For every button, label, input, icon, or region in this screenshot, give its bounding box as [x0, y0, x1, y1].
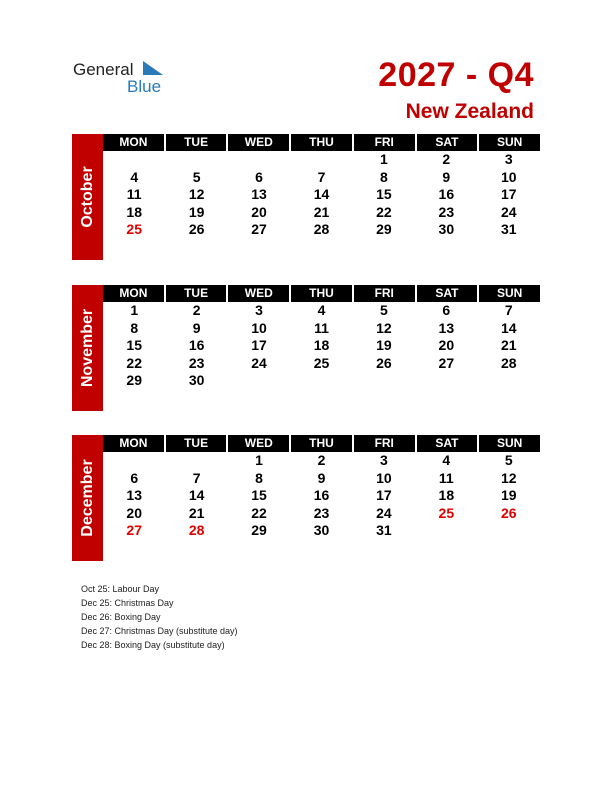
- day-cell: 30: [438, 221, 455, 237]
- week-row: [103, 355, 540, 373]
- day-cell: 7: [192, 469, 201, 486]
- empty-cell: [415, 372, 477, 390]
- day-cell: 6: [255, 168, 263, 185]
- week-row: [103, 320, 540, 338]
- empty-cell: [353, 372, 415, 390]
- day-cell: 29: [251, 522, 267, 538]
- day-cell: 18: [438, 487, 455, 503]
- day-cell: 15: [376, 186, 392, 202]
- weekday-header: [103, 285, 540, 302]
- month-block-december: [72, 435, 540, 557]
- empty-cell: [228, 372, 290, 390]
- weekday-mon: MON: [103, 435, 164, 452]
- holiday-note: Dec 27: Christmas Day (substitute day): [81, 626, 238, 636]
- week-row: [103, 505, 540, 523]
- day-cell: 26: [500, 504, 517, 521]
- weekday-fri: FRI: [354, 285, 415, 302]
- day-cell: 1: [255, 452, 263, 468]
- weekday-sat: SAT: [417, 285, 478, 302]
- week-row: [103, 470, 540, 488]
- day-cell: 20: [438, 337, 455, 353]
- day-cell: 13: [438, 319, 455, 336]
- logo-text-blue: Blue: [127, 77, 162, 96]
- day-cell: 25: [438, 504, 455, 521]
- weekday-wed: WED: [228, 134, 289, 151]
- day-cell: 29: [126, 372, 142, 388]
- weekday-fri: FRI: [354, 435, 415, 452]
- day-cell: 26: [376, 354, 392, 371]
- day-cell: 24: [376, 504, 392, 521]
- day-cell: 27: [251, 221, 267, 237]
- weekday-thu: THU: [291, 134, 352, 151]
- day-cell: 4: [317, 302, 326, 318]
- day-cell: 14: [500, 319, 517, 336]
- day-cell: 12: [376, 319, 392, 336]
- logo-text-general: General: [73, 60, 134, 79]
- day-cell: 13: [251, 186, 267, 202]
- week-row: [103, 522, 540, 540]
- month-block-november: [72, 285, 540, 407]
- empty-cell: [165, 452, 227, 470]
- day-cell: 5: [504, 452, 513, 468]
- day-cell: 20: [126, 504, 142, 521]
- weekday-wed: WED: [228, 285, 289, 302]
- day-cell: 3: [255, 302, 263, 318]
- day-cell: 21: [500, 337, 517, 353]
- day-grid: [103, 151, 540, 239]
- week-row: [103, 372, 540, 390]
- day-cell: 16: [313, 487, 330, 503]
- day-cell: 7: [504, 302, 513, 318]
- day-cell: 11: [314, 319, 329, 336]
- page-title: 2027 - Q4: [378, 56, 534, 94]
- day-cell: 16: [438, 186, 455, 202]
- week-row: [103, 487, 540, 505]
- weekday-sat: SAT: [417, 134, 478, 151]
- day-cell: 19: [376, 337, 392, 353]
- week-row: [103, 221, 540, 239]
- day-cell: 23: [188, 354, 205, 371]
- day-cell: 23: [313, 504, 330, 521]
- country-name: New Zealand: [405, 100, 534, 123]
- day-cell: 11: [126, 186, 142, 202]
- day-cell: 8: [255, 469, 263, 486]
- week-row: [103, 186, 540, 204]
- day-cell: 15: [251, 487, 267, 503]
- day-cell: 2: [442, 151, 451, 167]
- day-cell: 30: [188, 372, 205, 388]
- day-cell: 22: [376, 203, 392, 220]
- day-cell: 5: [380, 302, 388, 318]
- day-cell: 2: [192, 302, 201, 318]
- empty-cell: [165, 151, 227, 169]
- weekday-sun: SUN: [479, 285, 540, 302]
- day-cell: 12: [500, 469, 517, 486]
- day-cell: 26: [188, 221, 205, 237]
- day-cell: 3: [504, 151, 513, 167]
- day-cell: 25: [313, 354, 330, 371]
- day-cell: 19: [500, 487, 517, 503]
- day-cell: 8: [380, 168, 388, 185]
- day-cell: 12: [188, 186, 205, 202]
- day-grid: [103, 452, 540, 540]
- month-block-october: [72, 134, 540, 256]
- day-cell: 9: [442, 168, 451, 185]
- empty-cell: [103, 452, 165, 470]
- day-cell: 6: [442, 302, 451, 318]
- day-cell: 31: [500, 221, 517, 237]
- holiday-note: Oct 25: Labour Day: [81, 584, 160, 594]
- empty-cell: [103, 151, 165, 169]
- weekday-tue: TUE: [166, 285, 227, 302]
- day-cell: 21: [188, 504, 205, 521]
- day-cell: 1: [130, 302, 139, 318]
- day-cell: 15: [126, 337, 142, 353]
- day-cell: 18: [313, 337, 330, 353]
- month-label: [72, 435, 103, 561]
- day-cell: 23: [438, 203, 455, 220]
- month-name: October: [78, 166, 96, 228]
- day-cell: 19: [188, 203, 205, 220]
- holiday-note: Dec 26: Boxing Day: [81, 612, 161, 622]
- empty-cell: [478, 522, 540, 540]
- day-cell: 13: [126, 487, 142, 503]
- holiday-note: Dec 28: Boxing Day (substitute day): [81, 640, 225, 650]
- day-grid: [103, 302, 540, 390]
- weekday-wed: WED: [228, 435, 289, 452]
- weekday-tue: TUE: [166, 435, 227, 452]
- day-cell: 20: [251, 203, 267, 220]
- weekday-header: [103, 134, 540, 151]
- day-cell: 3: [380, 452, 388, 468]
- generalblue-logo: [73, 60, 173, 96]
- month-label: [72, 134, 103, 260]
- weekday-sun: SUN: [479, 134, 540, 151]
- holiday-note: Dec 25: Christmas Day: [81, 598, 174, 608]
- empty-cell: [290, 372, 352, 390]
- day-cell: 17: [500, 186, 517, 202]
- week-row: [103, 204, 540, 222]
- day-cell: 14: [188, 487, 205, 503]
- weekday-thu: THU: [291, 285, 352, 302]
- day-cell: 7: [317, 168, 326, 185]
- empty-cell: [228, 151, 290, 169]
- day-cell: 27: [126, 522, 142, 538]
- day-cell: 28: [500, 354, 517, 371]
- day-cell: 21: [313, 203, 330, 220]
- day-cell: 22: [126, 354, 142, 371]
- day-cell: 24: [500, 203, 517, 220]
- weekday-fri: FRI: [354, 134, 415, 151]
- day-cell: 6: [130, 469, 139, 486]
- day-cell: 28: [188, 522, 205, 538]
- weekday-mon: MON: [103, 285, 164, 302]
- day-cell: 9: [317, 469, 326, 486]
- day-cell: 11: [438, 469, 454, 486]
- month-name: November: [78, 308, 96, 387]
- weekday-header: [103, 435, 540, 452]
- month-name: December: [78, 459, 96, 537]
- day-cell: 17: [376, 487, 392, 503]
- month-label: [72, 285, 103, 411]
- weekday-tue: TUE: [166, 134, 227, 151]
- day-cell: 8: [130, 319, 139, 336]
- day-cell: 10: [251, 319, 267, 336]
- week-row: [103, 302, 540, 320]
- day-cell: 30: [313, 522, 330, 538]
- week-row: [103, 452, 540, 470]
- day-cell: 14: [313, 186, 330, 202]
- weekday-sat: SAT: [417, 435, 478, 452]
- day-cell: 5: [192, 168, 201, 185]
- weekday-mon: MON: [103, 134, 164, 151]
- weekday-thu: THU: [291, 435, 352, 452]
- empty-cell: [415, 522, 477, 540]
- day-cell: 24: [251, 354, 267, 371]
- logo-triangle-icon: [143, 61, 165, 77]
- day-cell: 18: [126, 203, 142, 220]
- day-cell: 10: [376, 469, 392, 486]
- day-cell: 10: [500, 168, 517, 185]
- day-cell: 4: [130, 168, 139, 185]
- empty-cell: [290, 151, 352, 169]
- day-cell: 27: [438, 354, 455, 371]
- day-cell: 29: [376, 221, 392, 237]
- weekday-sun: SUN: [479, 435, 540, 452]
- day-cell: 17: [251, 337, 267, 353]
- holiday-notes: [81, 582, 238, 652]
- day-cell: 4: [442, 452, 451, 468]
- day-cell: 22: [251, 504, 267, 521]
- day-cell: 28: [313, 221, 330, 237]
- day-cell: 16: [188, 337, 205, 353]
- day-cell: 2: [317, 452, 326, 468]
- week-row: [103, 151, 540, 169]
- day-cell: 25: [126, 221, 142, 237]
- week-row: [103, 337, 540, 355]
- day-cell: 9: [192, 319, 201, 336]
- week-row: [103, 169, 540, 187]
- day-cell: 1: [380, 151, 388, 167]
- day-cell: 31: [376, 522, 392, 538]
- empty-cell: [478, 372, 540, 390]
